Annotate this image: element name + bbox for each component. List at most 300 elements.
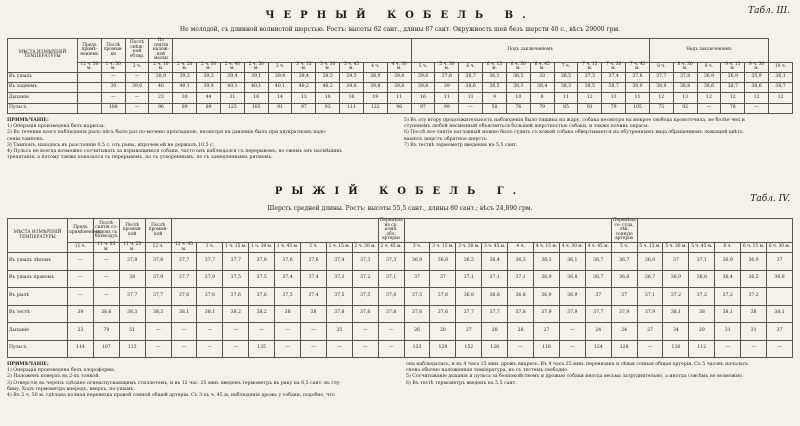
- table-cell: 38,3: [554, 82, 578, 92]
- table-cell: 37,9: [145, 270, 171, 288]
- column-header: 11 ч. 05 м.: [93, 243, 119, 253]
- table-cell: 98: [387, 103, 411, 113]
- table-cell: 36,9: [741, 253, 767, 271]
- note-line: 2) Наложенъ поверхъ въ 2-хъ тонкой.: [7, 374, 100, 380]
- row-label: Въ рылѣ: [8, 288, 68, 306]
- table-cell: 96: [149, 103, 173, 113]
- column-header: 8 ч.: [649, 62, 673, 72]
- table-cell: 10: [506, 93, 530, 103]
- table-cell: 39: [68, 305, 94, 323]
- table-cell: 128: [611, 340, 637, 358]
- table-cell: 37: [767, 323, 793, 341]
- table-cell: —: [378, 323, 404, 341]
- table-row: [8, 305, 793, 323]
- table-cell: 36,5: [554, 72, 578, 82]
- table-cell: —: [68, 253, 94, 271]
- table-cell: —: [197, 323, 223, 341]
- table-cell: 38: [741, 305, 767, 323]
- table-cell: 12: [649, 93, 673, 103]
- specimen-description-2: Шерсть средней длины. Ростъ: высоты 55,5 сант., длины 80 сант.; вѣсъ 24,890 грм.: [267, 205, 533, 212]
- table-cell: 36,9: [663, 270, 689, 288]
- table-cell: 129: [430, 340, 456, 358]
- table-cell: 12: [745, 93, 769, 103]
- table-cell: [78, 72, 102, 82]
- row-label: Пульсъ: [8, 103, 78, 113]
- table-cell: 36,3: [508, 253, 534, 271]
- notes-right-2: [406, 362, 794, 387]
- table-cell: 97: [411, 103, 435, 113]
- table-cell: —: [171, 340, 197, 358]
- table-cell: 38,3: [145, 305, 171, 323]
- table-cell: 37,8: [673, 72, 697, 82]
- table-cell: 36,8: [689, 270, 715, 288]
- table-cell: 37,1: [689, 253, 715, 271]
- table-row: [8, 103, 793, 113]
- table-cell: 9: [483, 93, 507, 103]
- table-cell: 37,3: [378, 253, 404, 271]
- table-cell: 38,1: [767, 305, 793, 323]
- column-header: 2 ч.: [301, 243, 327, 253]
- table-cell: 36,7: [585, 253, 611, 271]
- table-cell: —: [125, 93, 149, 103]
- table-cell: 11: [387, 93, 411, 103]
- table-cell: 37,9: [611, 305, 637, 323]
- note-line: снова обычно наложенная температура, но съ тестемъ свободно.: [406, 368, 569, 374]
- table-cell: 38,9: [649, 82, 673, 92]
- table-cell: 37,6: [223, 288, 249, 306]
- table-cell: 13: [292, 93, 316, 103]
- column-header: 11 ч. 25 м.: [119, 243, 145, 253]
- header-after-snow: Послѣ снѣж-ной обтир.: [125, 39, 149, 63]
- table-cell: 39,5: [340, 72, 364, 82]
- table-cell: 28: [482, 323, 508, 341]
- table-cell: 24: [611, 323, 637, 341]
- table-cell: 37,7: [223, 253, 249, 271]
- table-cell: 38,3: [119, 305, 145, 323]
- table-cell: 50: [483, 103, 507, 113]
- column-header: 5 ч.: [411, 62, 435, 72]
- table-cell: 38,1: [171, 305, 197, 323]
- table-cell: 38,1: [715, 305, 741, 323]
- table-cell: 37,6: [430, 288, 456, 306]
- note-line: 6) Послѣ все снятіе наглавный можно было судить съ кожей собака обвертывается на обутреннымъ вида обращениемъ лежащей цвѣтъ.: [404, 130, 745, 136]
- column-header: 4 ч. 30 м.: [387, 62, 411, 72]
- table-cell: 36,5: [456, 253, 482, 271]
- column-header: 4 ч.: [363, 62, 387, 72]
- table-cell: 12: [769, 93, 793, 103]
- table-cell: 36,8: [611, 270, 637, 288]
- table-cell: 18: [316, 93, 340, 103]
- header-after-vessels: Послѣ снятія со- судовъ съ безвоздух.: [93, 219, 119, 243]
- table-cell: 44: [197, 93, 221, 103]
- column-header: 1 ч.: [197, 243, 223, 253]
- table-cell: —: [637, 340, 663, 358]
- table-cell: 91: [578, 103, 602, 113]
- header-after-wash-2: Послѣ промыв- кой: [145, 219, 171, 243]
- column-header: 11 ч.: [68, 243, 94, 253]
- table-cell: 37,6: [626, 72, 650, 82]
- table-cell: 36,9: [404, 253, 430, 271]
- table-cell: 23: [149, 93, 173, 103]
- table-cell: 38,7: [602, 82, 626, 92]
- table-cell: 37,9: [559, 305, 585, 323]
- table-cell: 11: [554, 93, 578, 103]
- table-cell: 89: [173, 103, 197, 113]
- table-cell: 38,6: [459, 82, 483, 92]
- table-cell: —: [767, 340, 793, 358]
- table-cell: 36,9: [715, 253, 741, 271]
- table-cell: 37,6: [404, 305, 430, 323]
- header-change-2: Перемѣна со- суда, лѣв. сонную артерію: [612, 218, 636, 242]
- table-cell: —: [301, 340, 327, 358]
- column-header: 6 ч. 30 м.: [506, 62, 530, 72]
- table-cell: 12: [578, 93, 602, 103]
- table-cell: 111: [340, 103, 364, 113]
- note-line: 3) Отверстіе въ черепъ сдѣлано огнеиспускающимъ стиллетомъ, и въ 12 час. 25 мин. введенъ термометръ въ раку на 6,5 сант. въ глу-: [7, 380, 342, 386]
- table-cell: 37,1: [378, 270, 404, 288]
- table-cell: 36,7: [459, 72, 483, 82]
- table-cell: 40: [149, 82, 173, 92]
- table-cell: 36,9: [534, 270, 560, 288]
- table-cell: 39,4: [292, 72, 316, 82]
- table-cell: 38,6: [745, 82, 769, 92]
- table-cell: 39,8: [340, 82, 364, 92]
- column-header: 7 ч. 45 м.: [626, 62, 650, 72]
- table-cell: 37,5: [352, 288, 378, 306]
- table-cell: 37,2: [663, 288, 689, 306]
- table-cell: —: [559, 323, 585, 341]
- header-under-group: Подъ заключеніемъ: [411, 39, 649, 63]
- row-label: Дыханіе: [8, 93, 78, 103]
- table-cell: 13: [602, 93, 626, 103]
- table-cell: 37,8: [508, 305, 534, 323]
- table-cell: 38,5: [578, 82, 602, 92]
- column-header: 2 ч. 10 м.: [149, 62, 173, 72]
- column-header: 10 ч.: [769, 62, 793, 72]
- table-cell: 12: [697, 93, 721, 103]
- column-header: 2 ч. 30 м.: [197, 62, 221, 72]
- column-header: 3 ч. 45 м.: [340, 62, 364, 72]
- column-header: 8 ч. 30 м.: [673, 62, 697, 72]
- table-cell: 36,9: [637, 253, 663, 271]
- table-cell: 39,8: [363, 82, 387, 92]
- table-cell: —: [352, 340, 378, 358]
- table-cell: 38,7: [769, 82, 793, 92]
- table-cell: 37,2: [689, 288, 715, 306]
- table-cell: 16: [244, 93, 268, 103]
- table-cell: 37,4: [326, 253, 352, 271]
- table-cell: 122: [363, 103, 387, 113]
- table-cell: 37,6: [430, 305, 456, 323]
- row-label: Въ заднемъ: [8, 82, 78, 92]
- table-cell: 89: [197, 103, 221, 113]
- table-cell: 39,6: [125, 82, 149, 92]
- column-header: 3 ч. 45 м.: [482, 243, 508, 253]
- column-header: 12 ч.: [145, 243, 171, 253]
- note-line: вахнілъ шерстъ обратное шерсть.: [404, 136, 488, 142]
- table-cell: 37: [767, 253, 793, 271]
- table-cell: 38,9: [363, 72, 387, 82]
- table-cell: 37,8: [145, 253, 171, 271]
- table-cell: —: [125, 103, 149, 113]
- table-cell: 152: [456, 340, 482, 358]
- table-cell: 79: [530, 103, 554, 113]
- table-cell: [78, 93, 102, 103]
- table-cell: 38,6: [697, 82, 721, 92]
- header-over-group: Надъ заключеніемъ: [649, 39, 768, 63]
- column-header: 12 ч. 45 м.: [171, 243, 197, 253]
- table-cell: 107: [93, 340, 119, 358]
- table-cell: 99: [435, 103, 459, 113]
- column-header: 6 ч. 30 м.: [767, 243, 793, 253]
- table-cell: 37,5: [326, 288, 352, 306]
- table-cell: 39,9: [197, 82, 221, 92]
- table-cell: 135: [249, 340, 275, 358]
- row-label: Въ ушахъ правомъ: [8, 270, 68, 288]
- table-cell: 118: [534, 340, 560, 358]
- table-cell: —: [352, 323, 378, 341]
- table-number: Табл. III.: [748, 6, 790, 16]
- notes-title: ПРИМѢЧАНІЕ:: [7, 118, 49, 123]
- header-before: Предъ примѣ-неніемъ: [78, 39, 102, 63]
- column-header: 2 ч. 20 м.: [173, 62, 197, 72]
- row-label: Пульсъ: [8, 340, 68, 358]
- table-cell: 36,8: [456, 288, 482, 306]
- table-cell: 38,9: [149, 72, 173, 82]
- table-cell: [78, 82, 102, 92]
- table-cell: 36,9: [721, 72, 745, 82]
- header-time-group: [173, 39, 411, 63]
- table-cell: 39,3: [197, 72, 221, 82]
- table-row: [8, 93, 793, 103]
- table-cell: 37,6: [301, 253, 327, 271]
- table-cell: 37,7: [145, 288, 171, 306]
- table-cell: 38,7: [721, 82, 745, 92]
- table-cell: 40,1: [244, 82, 268, 92]
- table-cell: —: [301, 323, 327, 341]
- table-cell: 39,6: [387, 72, 411, 82]
- table-cell: 37,7: [197, 253, 223, 271]
- table-cell: 112: [689, 340, 715, 358]
- table-cell: 37,9: [534, 305, 560, 323]
- notes-title-2: ПРИМѢЧАНІЕ:: [7, 362, 49, 367]
- table-cell: 39,1: [244, 72, 268, 82]
- table-cell: 37,5: [275, 288, 301, 306]
- table-cell: 8: [530, 93, 554, 103]
- table-cell: 37: [404, 270, 430, 288]
- table-cell: 13: [673, 93, 697, 103]
- table-cell: 38,1: [197, 305, 223, 323]
- table-cell: 36,9: [559, 288, 585, 306]
- table-cell: 105: [244, 103, 268, 113]
- table-cell: 39,4: [220, 72, 244, 82]
- table-cell: 38: [689, 305, 715, 323]
- table-cell: —: [197, 340, 223, 358]
- table-cell: 92: [673, 103, 697, 113]
- table-cell: 37,8: [119, 253, 145, 271]
- table-cell: 37,7: [649, 72, 673, 82]
- table-cell: 38,4: [530, 82, 554, 92]
- temperature-table-2: [7, 218, 793, 358]
- note-line: 7) Въ тествѣ термометр введения на 5,5 сант.: [404, 142, 518, 148]
- table-cell: 37,6: [197, 288, 223, 306]
- table-cell: 123: [119, 340, 145, 358]
- table-cell: 85: [554, 103, 578, 113]
- table-cell: 38,2: [249, 305, 275, 323]
- table-cell: 35: [326, 323, 352, 341]
- note-line: ступенемъ любой несменный объясниться большей шерстностью собаки, и также поливъ окрасы.: [404, 124, 650, 130]
- header-place: МѢСТА ИЗМѢРЕНІЙ ТЕМПЕРАТУРЫ: [8, 219, 68, 253]
- table-cell: 36,4: [482, 253, 508, 271]
- table-cell: —: [223, 340, 249, 358]
- table-cell: 40,1: [173, 82, 197, 92]
- table-cell: 36,7: [637, 270, 663, 288]
- column-header: 5 ч. 15 м.: [637, 243, 663, 253]
- table-cell: 39: [101, 82, 125, 92]
- table-cell: 39,6: [387, 82, 411, 92]
- table-cell: 39,8: [411, 82, 435, 92]
- table-cell: 27: [534, 323, 560, 341]
- table-cell: 38,2: [223, 305, 249, 323]
- table-cell: 37,1: [508, 270, 534, 288]
- column-header: 2 ч. 30 м.: [352, 243, 378, 253]
- table-cell: —: [559, 340, 585, 358]
- table-cell: 16: [411, 93, 435, 103]
- table-cell: 12: [721, 93, 745, 103]
- table-cell: 27: [456, 323, 482, 341]
- table-cell: 105: [626, 103, 650, 113]
- table-cell: 36,8: [430, 253, 456, 271]
- table-cell: —: [275, 340, 301, 358]
- table-cell: —: [508, 340, 534, 358]
- table-row: [8, 82, 793, 92]
- table-cell: 36,8: [767, 270, 793, 288]
- table-cell: 79: [93, 323, 119, 341]
- table-cell: 38,9: [626, 82, 650, 92]
- table-cell: 124: [585, 340, 611, 358]
- table-cell: 36,1: [559, 253, 585, 271]
- column-header: 5 ч. 30 м.: [435, 62, 459, 72]
- column-header: 5 ч. 45 м.: [689, 243, 715, 253]
- table-cell: 39,4: [268, 72, 292, 82]
- header-before: Предъ примѣненіемъ: [68, 219, 94, 243]
- table-cell: [769, 103, 793, 113]
- note-line: 3) Тампонъ, находясь въ разстояніи 0,5 с. отъ раны, впрочем ей не держалъ 10,5 с.: [7, 142, 215, 148]
- table-cell: 37,8: [326, 305, 352, 323]
- table-cell: 37,6: [378, 288, 404, 306]
- column-header: 12 ч. 30 м.: [78, 62, 102, 72]
- column-header: 3 ч. 15 м.: [292, 62, 316, 72]
- column-header: 3 ч. 30 м.: [316, 62, 340, 72]
- table-cell: 26: [404, 323, 430, 341]
- header-place: МѢСТА ИЗМѢРЕНІЙ ТЕМПЕРАТУРЫ: [8, 39, 78, 73]
- column-header: 6 ч.: [459, 62, 483, 72]
- note-line: 5) Въ эту втору продолжительность наблюденія было тишина на жару, собака несмотря на мокрое свобода кровоточила, не болѣе чеп и: [404, 118, 745, 123]
- column-header: 1 ч. 30 м.: [249, 243, 275, 253]
- table-cell: 38,8: [673, 82, 697, 92]
- page-title-2: РЫЖІЙ КОБЕЛЬ Г.: [274, 186, 526, 197]
- column-header: 6 ч. 45 м.: [530, 62, 554, 72]
- column-header: 3 ч.: [268, 62, 292, 72]
- table-row: [8, 323, 793, 341]
- table-cell: 24: [585, 323, 611, 341]
- column-header: 6 ч. 15 м.: [483, 62, 507, 72]
- table-cell: 36,8: [482, 288, 508, 306]
- table-cell: 29: [689, 323, 715, 341]
- column-header: 7 ч. 15 м.: [578, 62, 602, 72]
- table-cell: —: [741, 340, 767, 358]
- table-cell: 37,5: [249, 270, 275, 288]
- table-cell: 36,1: [483, 72, 507, 82]
- table-cell: 23: [68, 323, 94, 341]
- table-cell: 37,7: [456, 305, 482, 323]
- table-cell: 37,9: [637, 305, 663, 323]
- table-cell: 79: [602, 103, 626, 113]
- row-label: Дыханіе: [8, 323, 68, 341]
- table-cell: 19: [363, 93, 387, 103]
- table-cell: —: [93, 253, 119, 271]
- table-cell: 37,9: [197, 270, 223, 288]
- table-cell: 34: [663, 323, 689, 341]
- table-cell: 36,9: [534, 288, 560, 306]
- table-cell: 37,8: [352, 305, 378, 323]
- note-line: 4) Пульсъ не всегда возможно сосчитывать за взрыващиміся собаки, часто онъ наблюдался съ перерывомъ, во сжемъ онъ насмѣшивъ: [7, 149, 343, 155]
- note-line: она наблюдалась, и въ 4 часа 15 мин. дрожь виаресь. Въ 4 часа 25 мин. перевязана и лѣвая сонная общая артерія. Съ 5 часовъ началась: [406, 362, 748, 367]
- table-cell: 37,4: [301, 288, 327, 306]
- table-cell: 33: [530, 72, 554, 82]
- table-cell: —: [145, 323, 171, 341]
- table-cell: 37,6: [275, 253, 301, 271]
- table-cell: 91: [268, 103, 292, 113]
- table-cell: 36,5: [741, 270, 767, 288]
- table-cell: 125: [220, 103, 244, 113]
- table-cell: 36,1: [769, 72, 793, 82]
- table-number-2: Табл. IV.: [750, 194, 790, 204]
- column-header: 3 ч.: [404, 243, 430, 253]
- column-header: 1 ч. 15 м.: [223, 243, 249, 253]
- table-cell: 37,2: [715, 288, 741, 306]
- table-cell: 39: [435, 82, 459, 92]
- table-cell: 37,3: [326, 270, 352, 288]
- table-cell: 30: [173, 93, 197, 103]
- table-cell: 38: [275, 305, 301, 323]
- table-cell: —: [125, 72, 149, 82]
- table-cell: —: [93, 270, 119, 288]
- table-cell: 37,2: [741, 288, 767, 306]
- table-cell: 40,1: [220, 82, 244, 92]
- specimen-description: Не молодой, съ длинной волнистой шерстью. Ростъ: высоты 62 сант., длины 87 сант. Окружность шеи безъ шерсти 40 с., вѣсъ 29000 грм.: [179, 26, 621, 33]
- table-cell: —: [101, 72, 125, 82]
- table-cell: 40,2: [292, 82, 316, 92]
- table-cell: 36,4: [715, 270, 741, 288]
- table-cell: 36,9: [697, 72, 721, 82]
- table-cell: 108: [101, 103, 125, 113]
- column-header: 7 ч. 30 м.: [602, 62, 626, 72]
- header-group-c: [637, 219, 792, 243]
- table-row: [8, 340, 793, 358]
- table-cell: 37,4: [301, 270, 327, 288]
- table-cell: 39,6: [411, 72, 435, 82]
- table-cell: 37,8: [435, 72, 459, 82]
- notes-left: [7, 118, 397, 161]
- table-cell: 36,7: [611, 253, 637, 271]
- column-header: 2 ч. 15 м.: [326, 243, 352, 253]
- note-line: 5) Сосчитываніе дыханія и пульса за безпокойствомъ и дрожью собаки иногда весьма затруднительно, а иногда совсѣмъ не возможно.: [406, 374, 744, 380]
- table-row: [8, 253, 793, 271]
- table-cell: 37,6: [249, 253, 275, 271]
- table-cell: 37,7: [171, 253, 197, 271]
- table-cell: 38: [119, 270, 145, 288]
